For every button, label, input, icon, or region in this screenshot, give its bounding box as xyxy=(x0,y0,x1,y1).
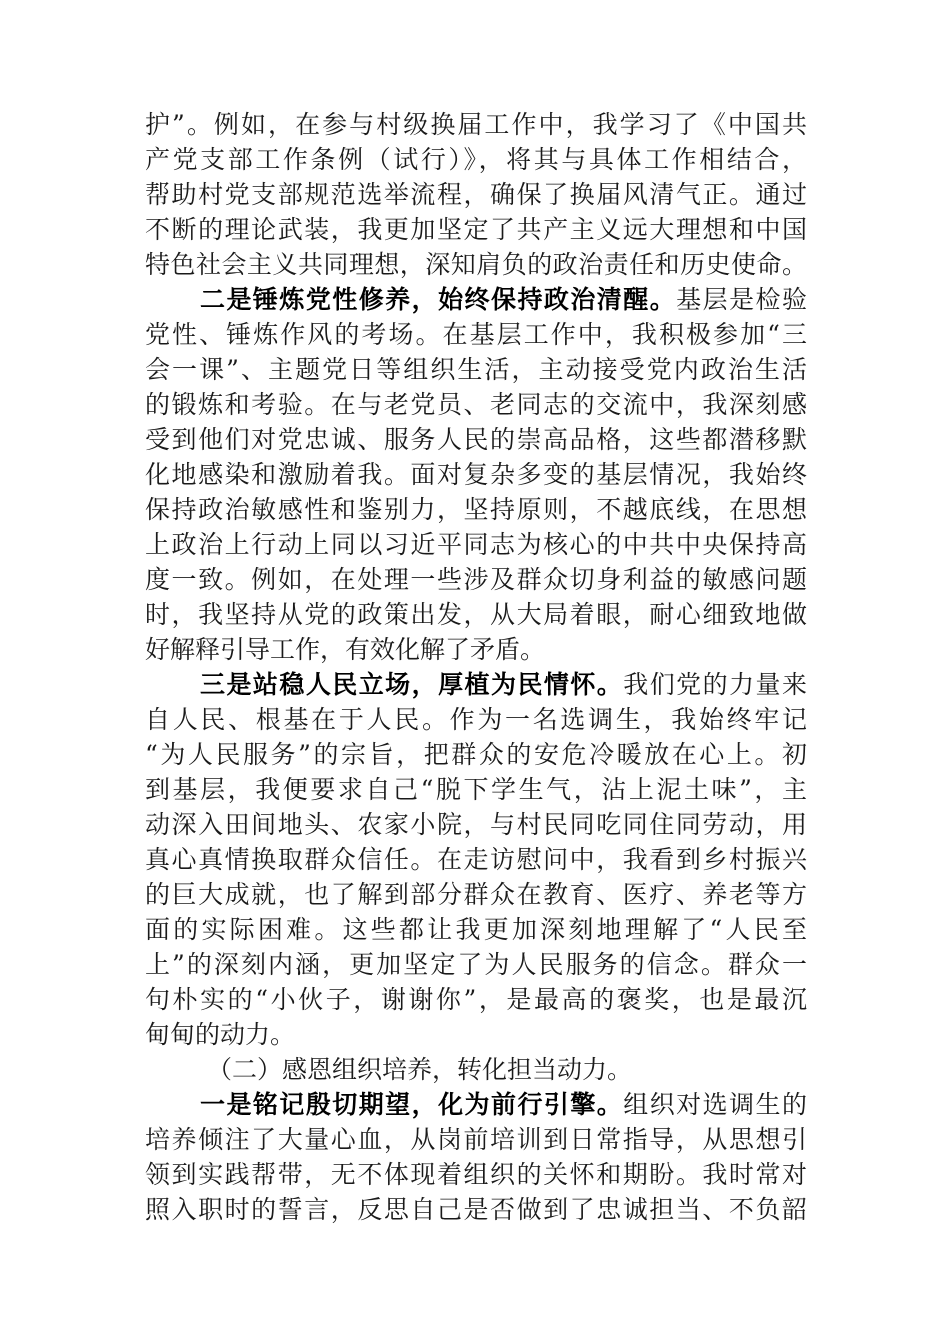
line-text: 我们党的力量来 xyxy=(623,670,807,699)
text-line xyxy=(145,387,807,422)
text-line xyxy=(145,877,807,912)
line-text: 特色社会主义共同理想，深知肩负的政治责任和历史使命。 xyxy=(145,250,807,279)
line-text: 保持政治敏感性和鉴别力，坚持原则，不越底线，在思想 xyxy=(145,495,807,524)
text-line xyxy=(145,842,807,877)
text-line xyxy=(145,212,807,247)
line-text: 自人民、根基在于人民。作为一名选调生，我始终牢记 xyxy=(145,705,807,734)
text-line xyxy=(145,982,807,1017)
line-text: 句朴实的“小伙子，谢谢你”，是最高的褒奖，也是最沉 xyxy=(145,985,807,1014)
text-line xyxy=(145,562,807,597)
line-text: 的巨大成就，也了解到部分群众在教育、医疗、养老等方 xyxy=(145,880,807,909)
line-text: 护”。例如，在参与村级换届工作中，我学习了《中国共 xyxy=(145,110,807,139)
line-text: 产党支部工作条例（试行）》，将其与具体工作相结合， xyxy=(145,145,807,174)
line-text: 领到实践帮带，无不体现着组织的关怀和期盼。我时常对 xyxy=(145,1160,807,1189)
line-text: 会一课”、主题党日等组织生活，主动接受党内政治生活 xyxy=(145,355,807,384)
text-line xyxy=(145,527,807,562)
text-line xyxy=(145,1087,807,1122)
line-text: （二）感恩组织培养，转化担当动力。 xyxy=(207,1055,633,1084)
text-line xyxy=(145,947,807,982)
line-text: 党性、锤炼作风的考场。在基层工作中，我积极参加“三 xyxy=(145,320,807,349)
line-text: 帮助村党支部规范选举流程，确保了换届风清气正。通过 xyxy=(145,180,807,209)
text-line xyxy=(145,1192,807,1227)
line-text: 动深入田间地头、农家小院，与村民同吃同住同劳动，用 xyxy=(145,810,807,839)
text-line xyxy=(145,247,807,282)
line-text: 真心真情换取群众信任。在走访慰问中，我看到乡村振兴 xyxy=(145,845,807,874)
bold-lead-sentence: 二是锤炼党性修养，始终保持政治清醒。 xyxy=(200,285,677,314)
bold-lead-sentence: 三是站稳人民立场，厚植为民情怀。 xyxy=(200,670,624,699)
line-text: 基层是检验 xyxy=(676,285,807,314)
text-line xyxy=(145,317,807,352)
line-text: 上”的深刻内涵，更加坚定了为人民服务的信念。群众一 xyxy=(145,950,807,979)
text-line xyxy=(145,422,807,457)
text-line xyxy=(145,177,807,212)
document-body xyxy=(145,107,807,1227)
line-text: 度一致。例如，在处理一些涉及群众切身利益的敏感问题 xyxy=(145,565,807,594)
text-line xyxy=(145,667,807,702)
line-text: 上政治上行动上同以习近平同志为核心的中共中央保持高 xyxy=(145,530,807,559)
text-line xyxy=(145,702,807,737)
line-text: 到基层，我便要求自己“脱下学生气，沾上泥土味”，主 xyxy=(145,775,807,804)
bold-lead-sentence: 一是铭记殷切期望，化为前行引擎。 xyxy=(200,1090,624,1119)
line-text: 面的实际困难。这些都让我更加深刻地理解了“人民至 xyxy=(145,915,807,944)
text-line xyxy=(145,632,807,667)
text-line xyxy=(145,1157,807,1192)
text-line xyxy=(145,492,807,527)
text-line xyxy=(145,1017,807,1052)
text-line xyxy=(145,772,807,807)
section-heading xyxy=(145,1052,807,1087)
text-line xyxy=(145,807,807,842)
text-line xyxy=(145,1122,807,1157)
line-text: 培养倾注了大量心血，从岗前培训到日常指导，从思想引 xyxy=(145,1125,807,1154)
text-line xyxy=(145,107,807,142)
line-text: 受到他们对党忠诚、服务人民的崇高品格，这些都潜移默 xyxy=(145,425,807,454)
text-line xyxy=(145,597,807,632)
line-text: 不断的理论武装，我更加坚定了共产主义远大理想和中国 xyxy=(145,215,807,244)
line-text: 的锻炼和考验。在与老党员、老同志的交流中，我深刻感 xyxy=(145,390,807,419)
text-line xyxy=(145,282,807,317)
line-text: 甸甸的动力。 xyxy=(145,1020,296,1049)
text-line xyxy=(145,457,807,492)
line-text: 好解释引导工作，有效化解了矛盾。 xyxy=(145,635,546,664)
line-text: 组织对选调生的 xyxy=(623,1090,807,1119)
line-text: 时，我坚持从党的政策出发，从大局着眼，耐心细致地做 xyxy=(145,600,807,629)
line-text: 照入职时的誓言，反思自己是否做到了忠诚担当、不负韶 xyxy=(145,1195,807,1224)
line-text: 化地感染和激励着我。面对复杂多变的基层情况，我始终 xyxy=(145,460,807,489)
text-line xyxy=(145,737,807,772)
line-text: “为人民服务”的宗旨，把群众的安危冷暖放在心上。初 xyxy=(145,740,807,769)
text-line xyxy=(145,352,807,387)
text-line xyxy=(145,912,807,947)
text-line xyxy=(145,142,807,177)
